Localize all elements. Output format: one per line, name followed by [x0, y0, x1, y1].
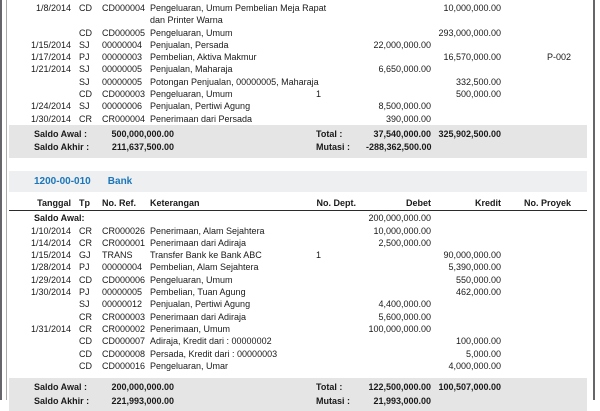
cell-keterangan: Pembelian, Tuan Agung — [150, 287, 246, 298]
cell-debet: 22,000,000.00 — [373, 39, 431, 50]
cell-no-ref: 00000005 — [102, 76, 143, 87]
column-header-row — [9, 197, 587, 211]
cell-no-proyek — [501, 76, 571, 88]
ledger-row — [9, 113, 587, 125]
account-section-0 — [9, 2, 587, 158]
ledger-row — [9, 51, 587, 63]
saldo-awal-row — [9, 381, 587, 395]
cell-kredit: 4,000,000.00 — [448, 360, 501, 371]
cell-tp: SJ — [79, 39, 90, 50]
cell-no-dept — [310, 51, 356, 63]
cell-kredit: 500,000.00 — [455, 89, 501, 100]
cell-tanggal: 1/10/2014 — [30, 225, 71, 236]
ledger-report-page — [9, 0, 587, 411]
account-header — [9, 171, 587, 192]
cell-debet: 2,500,000.00 — [378, 237, 431, 248]
cell-no-dept — [310, 2, 356, 27]
ledger-row — [9, 249, 587, 261]
cell-debet — [356, 286, 431, 298]
page-edge-right — [593, 0, 595, 400]
cell-tp: GJ — [79, 250, 91, 261]
saldo-awal-value: 500,000,000.00 — [111, 128, 174, 139]
cell-tp: CD — [79, 3, 92, 13]
cell-keterangan: Penerimaan, Umum — [150, 323, 231, 334]
ledger-row — [9, 323, 587, 335]
cell-no-dept — [310, 286, 356, 298]
cell-keterangan: Penjualan, Pertiwi Agung — [150, 101, 251, 112]
header-keterangan: Keterangan — [150, 197, 200, 208]
ledger-row — [9, 360, 587, 372]
total-label: Total : — [316, 382, 343, 393]
cell-tp: CD — [79, 27, 92, 38]
ledger-row — [9, 100, 587, 112]
cell-tanggal: 1/28/2014 — [30, 262, 71, 273]
cell-tanggal: 1/8/2014 — [35, 3, 71, 13]
cell-tp: CD — [79, 348, 92, 359]
header-tanggal: Tanggal — [37, 197, 71, 208]
cell-no-proyek — [501, 274, 571, 286]
cell-tanggal: 1/15/2014 — [30, 250, 71, 261]
cell-tp: CD — [79, 360, 92, 371]
cell-keterangan: Penerimaan dari Adiraja — [150, 237, 247, 248]
cell-kredit: 100,000.00 — [455, 336, 501, 347]
cell-debet: 8,500,000.00 — [378, 101, 431, 112]
cell-kredit: 550,000.00 — [455, 274, 501, 285]
ledger-row — [9, 274, 587, 286]
cell-no-dept — [310, 76, 356, 88]
cell-kredit: 10,000,000.00 — [443, 3, 501, 13]
cell-kredit: 5,000.00 — [465, 348, 501, 359]
cell-kredit: 332,500.00 — [455, 76, 501, 87]
ledger-row — [9, 348, 587, 360]
header-kredit: Kredit — [474, 197, 501, 208]
cell-keterangan: Pembelian, Alam Sejahtera — [150, 262, 259, 273]
cell-tanggal — [9, 298, 71, 310]
cell-debet: 10,000,000.00 — [373, 225, 431, 236]
ledger-row — [9, 286, 587, 298]
cell-debet: 4,400,000.00 — [378, 299, 431, 310]
cell-kredit — [431, 63, 501, 75]
opening-balance-row — [9, 212, 587, 224]
cell-tp: CR — [79, 311, 92, 322]
header-no-proyek: No. Proyek — [523, 197, 571, 208]
saldo-akhir-row — [9, 395, 587, 409]
cell-no-proyek — [501, 298, 571, 310]
cell-no-ref: 00000005 — [102, 287, 143, 298]
cell-kredit — [431, 113, 501, 125]
opening-balance-debet: 200,000,000.00 — [368, 213, 431, 224]
cell-tanggal: 1/21/2014 — [30, 64, 71, 75]
opening-balance-label: Saldo Awal: — [34, 213, 85, 224]
cell-tp: SJ — [79, 299, 90, 310]
cell-keterangan: Transfer Bank ke Bank ABC — [150, 250, 262, 261]
cell-no-ref: CR000002 — [102, 323, 146, 334]
cell-tanggal: 1/14/2014 — [30, 237, 71, 248]
ledger-row — [9, 335, 587, 347]
cell-no-ref: 00000004 — [102, 262, 143, 273]
cell-tanggal: 1/17/2014 — [30, 52, 71, 63]
cell-no-ref: CR000004 — [102, 113, 146, 124]
cell-no-ref: CD000016 — [102, 360, 146, 371]
cell-kredit — [431, 39, 501, 51]
cell-no-dept — [310, 360, 356, 372]
cell-no-dept — [310, 335, 356, 347]
account-section-bank — [9, 171, 587, 411]
header-debet: Debet — [405, 197, 431, 208]
cell-keterangan: Penerimaan dari Adiraja — [150, 311, 247, 322]
cell-keterangan: Pengeluaran, Umar — [150, 360, 229, 371]
cell-no-ref: 00000006 — [102, 101, 143, 112]
cell-no-ref: CR000026 — [102, 225, 146, 236]
cell-no-dept: 1 — [316, 250, 322, 261]
total-kredit: 325,902,500.00 — [438, 128, 501, 139]
cell-keterangan: Penjualan, Maharaja — [150, 64, 233, 75]
ledger-row — [9, 311, 587, 323]
ledger-row — [9, 237, 587, 249]
cell-tp: CD — [79, 89, 92, 100]
cell-tanggal — [9, 27, 71, 39]
ledger-row — [9, 27, 587, 39]
account-name: Bank — [107, 175, 133, 187]
cell-debet — [356, 51, 431, 63]
cell-tanggal — [9, 311, 71, 323]
cell-no-dept — [310, 113, 356, 125]
cell-kredit: 16,570,000.00 — [443, 52, 501, 63]
header-no-dept: No. Dept. — [316, 197, 356, 208]
saldo-awal-value: 200,000,000.00 — [111, 382, 174, 393]
cell-no-dept — [310, 348, 356, 360]
cell-no-proyek — [501, 237, 571, 249]
cell-tanggal — [9, 348, 71, 360]
cell-no-proyek: P-002 — [546, 52, 571, 63]
ledger-row — [9, 225, 587, 237]
saldo-akhir-value: 211,637,500.00 — [111, 142, 174, 153]
cell-keterangan: Persada, Kredit dari : 00000003 — [150, 348, 278, 359]
cell-kredit — [431, 298, 501, 310]
total-debet: 122,500,000.00 — [368, 382, 431, 393]
cell-tp: CR — [79, 113, 92, 124]
cell-no-dept — [310, 237, 356, 249]
cell-debet: 5,600,000.00 — [378, 311, 431, 322]
cell-keterangan: Penerimaan dari Persada — [150, 113, 253, 124]
cell-tp: SJ — [79, 64, 90, 75]
cell-no-ref: CR000001 — [102, 237, 146, 248]
cell-no-ref: CD000007 — [102, 336, 146, 347]
saldo-awal-label: Saldo Awal : — [34, 128, 88, 139]
cell-keterangan: Adiraja, Kredit dari : 00000002 — [150, 336, 272, 347]
cell-tp: PJ — [79, 52, 90, 63]
ledger-row — [9, 63, 587, 75]
mutasi-value: 21,993,000.00 — [373, 395, 431, 406]
cell-no-dept: 1 — [316, 89, 322, 100]
mutasi-label: Mutasi : — [316, 142, 351, 153]
page-edge-left-inner — [6, 0, 7, 400]
total-kredit: 100,507,000.00 — [438, 382, 501, 393]
cell-no-ref: CD000006 — [102, 274, 146, 285]
cell-no-dept — [310, 261, 356, 273]
cell-tanggal — [9, 76, 71, 88]
cell-tanggal: 1/15/2014 — [30, 39, 71, 50]
cell-tp: CR — [79, 237, 92, 248]
cell-no-ref: TRANS — [102, 250, 133, 261]
cell-no-proyek — [501, 348, 571, 360]
cell-tp: CR — [79, 323, 92, 334]
cell-tanggal: 1/30/2014 — [30, 113, 71, 124]
cell-keterangan: Pengeluaran, Umum — [150, 89, 233, 100]
cell-kredit — [431, 311, 501, 323]
cell-no-dept — [310, 274, 356, 286]
cell-no-dept — [310, 100, 356, 112]
cell-no-ref: CR000003 — [102, 311, 146, 322]
summary-band — [9, 378, 587, 411]
saldo-awal-row — [9, 128, 587, 142]
cell-no-proyek — [501, 2, 571, 27]
cell-no-dept — [310, 311, 356, 323]
cell-debet — [356, 335, 431, 347]
cell-no-ref: 00000012 — [102, 299, 143, 310]
cell-no-proyek — [501, 63, 571, 75]
cell-tanggal: 1/29/2014 — [30, 274, 71, 285]
cell-debet — [356, 88, 431, 100]
cell-kredit — [431, 323, 501, 335]
cell-kredit — [431, 237, 501, 249]
cell-no-dept — [310, 225, 356, 237]
cell-debet — [356, 27, 431, 39]
cell-debet: 6,650,000.00 — [378, 64, 431, 75]
cell-tanggal: 1/24/2014 — [30, 101, 71, 112]
ledger-row — [9, 88, 587, 100]
cell-keterangan — [150, 2, 327, 27]
cell-keterangan: Pengeluaran, Umum — [150, 27, 233, 38]
cell-debet — [356, 76, 431, 88]
cell-tanggal — [9, 88, 71, 100]
keterangan-line1: Pengeluaran, Umum Pembelian Meja Rapat — [150, 3, 327, 13]
cell-no-ref: 00000004 — [102, 39, 143, 50]
page-edge-left-outer — [0, 0, 2, 400]
cell-no-proyek — [501, 88, 571, 100]
summary-band — [9, 125, 587, 158]
cell-no-proyek — [501, 261, 571, 273]
cell-no-ref: CD000005 — [102, 27, 146, 38]
cell-no-proyek — [501, 27, 571, 39]
cell-keterangan: Penjualan, Pertiwi Agung — [150, 299, 251, 310]
cell-tanggal: 1/30/2014 — [30, 287, 71, 298]
cell-debet — [356, 348, 431, 360]
cell-debet — [356, 261, 431, 273]
cell-keterangan: Penerimaan, Alam Sejahtera — [150, 225, 265, 236]
cell-no-dept — [310, 39, 356, 51]
cell-tp: PJ — [79, 262, 90, 273]
cell-no-ref: CD000003 — [102, 89, 146, 100]
cell-no-proyek — [501, 360, 571, 372]
ledger-row — [9, 76, 587, 88]
cell-keterangan: Pembelian, Aktiva Makmur — [150, 52, 257, 63]
cell-no-ref: CD000004 — [102, 3, 146, 13]
ledger-row — [9, 298, 587, 310]
total-debet: 37,540,000.00 — [373, 128, 431, 139]
cell-keterangan: Penjualan, Persada — [150, 39, 229, 50]
cell-no-proyek — [501, 249, 571, 261]
keterangan-line2: dan Printer Warna — [150, 15, 223, 26]
cell-debet — [356, 360, 431, 372]
cell-no-proyek — [501, 225, 571, 237]
cell-keterangan: Pengeluaran, Umum — [150, 274, 233, 285]
total-label: Total : — [316, 128, 343, 139]
cell-no-proyek — [501, 323, 571, 335]
cell-no-proyek — [501, 100, 571, 112]
cell-no-proyek — [501, 311, 571, 323]
cell-no-proyek — [501, 39, 571, 51]
mutasi-label: Mutasi : — [316, 395, 351, 406]
cell-no-dept — [310, 323, 356, 335]
cell-tp: CD — [79, 274, 92, 285]
cell-tp: PJ — [79, 287, 90, 298]
cell-tanggal — [9, 360, 71, 372]
cell-debet — [356, 2, 431, 27]
cell-no-ref: 00000005 — [102, 64, 143, 75]
saldo-akhir-label: Saldo Akhir : — [34, 142, 90, 153]
header-no-ref: No. Ref. — [102, 197, 137, 208]
cell-kredit — [431, 225, 501, 237]
cell-tanggal — [9, 335, 71, 347]
cell-no-ref: CD000008 — [102, 348, 146, 359]
cell-debet — [356, 249, 431, 261]
cell-debet — [356, 274, 431, 286]
ledger-row — [9, 261, 587, 273]
mutasi-value: -288,362,500.00 — [366, 142, 432, 153]
cell-debet: 100,000,000.00 — [368, 323, 431, 334]
ledger-row — [9, 39, 587, 51]
header-tp: Tp — [79, 197, 90, 208]
cell-no-proyek — [501, 113, 571, 125]
cell-tp: CR — [79, 225, 92, 236]
cell-kredit: 293,000,000.00 — [438, 27, 501, 38]
account-number: 1200-00-010 — [34, 175, 91, 187]
cell-no-proyek — [501, 286, 571, 298]
saldo-akhir-row — [9, 141, 587, 155]
cell-tp: SJ — [79, 76, 90, 87]
cell-kredit: 90,000,000.00 — [443, 250, 501, 261]
cell-no-dept — [310, 27, 356, 39]
cell-no-dept — [310, 63, 356, 75]
cell-no-dept — [310, 298, 356, 310]
cell-kredit: 462,000.00 — [455, 287, 501, 298]
cell-tp: SJ — [79, 101, 90, 112]
saldo-akhir-value: 221,993,000.00 — [111, 395, 174, 406]
cell-kredit: 5,390,000.00 — [448, 262, 501, 273]
cell-no-ref: 00000003 — [102, 52, 143, 63]
cell-keterangan: Potongan Penjualan, 00000005, Maharaja — [150, 76, 319, 87]
saldo-akhir-label: Saldo Akhir : — [34, 395, 90, 406]
cell-tp: CD — [79, 336, 92, 347]
cell-tanggal: 1/31/2014 — [30, 323, 71, 334]
ledger-row — [9, 2, 587, 27]
cell-kredit — [431, 100, 501, 112]
cell-no-proyek — [501, 335, 571, 347]
saldo-awal-label: Saldo Awal : — [34, 382, 88, 393]
cell-debet: 390,000.00 — [385, 113, 431, 124]
